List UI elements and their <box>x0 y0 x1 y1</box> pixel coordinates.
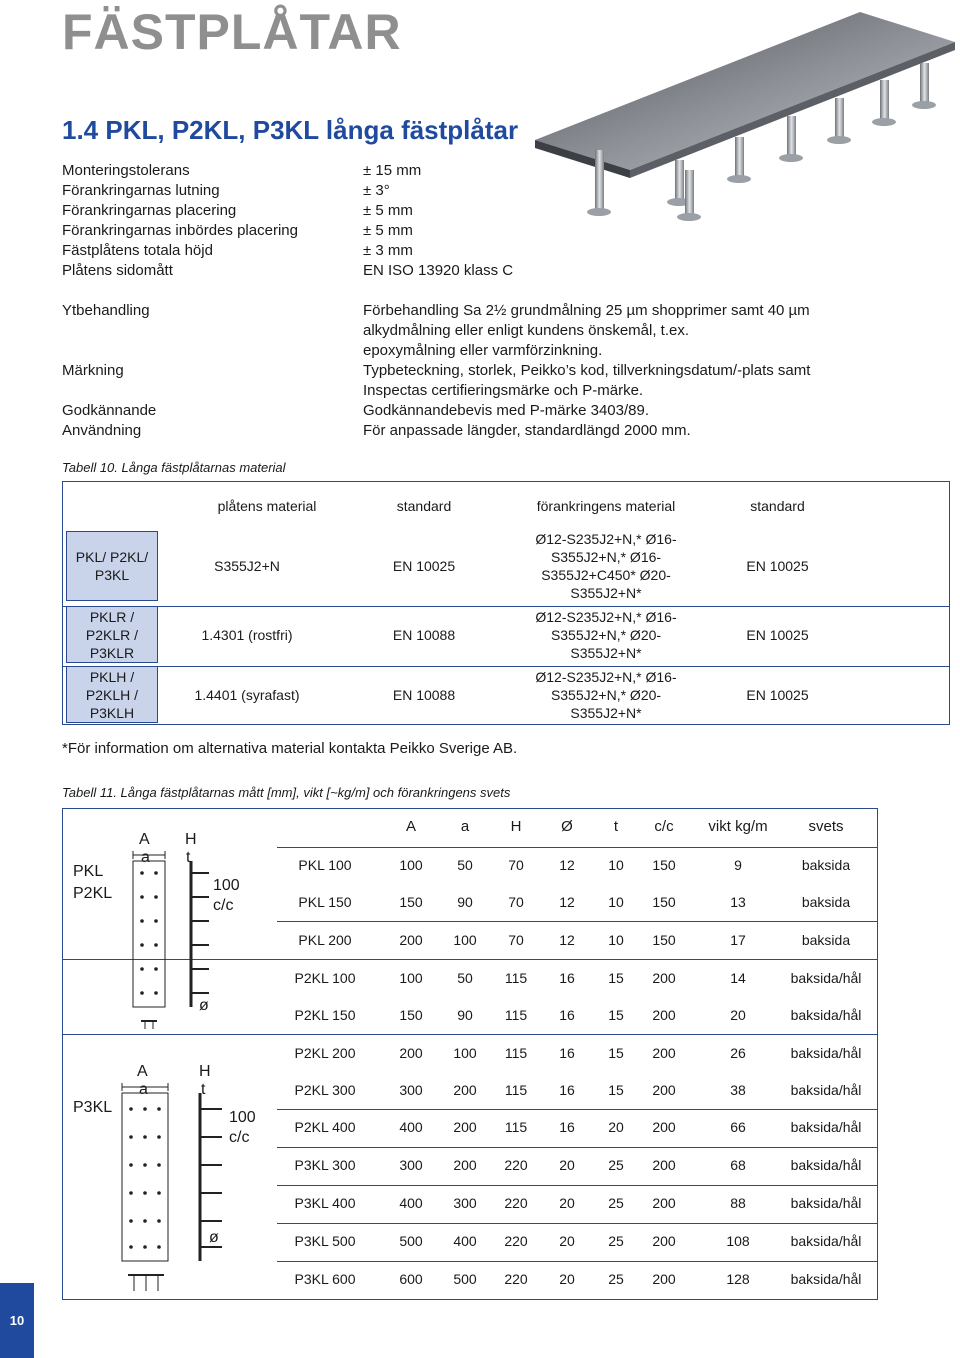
table-cell: 115 <box>504 1082 528 1098</box>
row-label: PKL 150 <box>298 894 352 910</box>
table-cell: 115 <box>504 1119 528 1135</box>
ytbehandling-label: Ytbehandling <box>62 302 150 319</box>
table-cell: 200 <box>652 1119 676 1135</box>
anvandning-text: För anpassade längder, standardlängd 2000 mm. <box>363 422 691 439</box>
table-cell: 100 <box>399 970 423 986</box>
page-title: FÄSTPLÅTAR <box>62 4 402 60</box>
row-label: P3KL 500 <box>294 1233 356 1249</box>
row-label: P2KL 100 <box>294 970 356 986</box>
dim-a: a <box>139 1081 148 1098</box>
dim-cc: c/c <box>229 1129 250 1146</box>
header-cell: A <box>405 818 416 835</box>
table-cell: 13 <box>730 894 746 910</box>
table-cell: 20 <box>559 1195 575 1211</box>
dim-A: A <box>137 1063 148 1080</box>
table-cell: EN 10025 <box>392 558 456 574</box>
table-cell: Ø12-S235J2+N,* Ø16-S355J2+N,* Ø16-S355J2+C450* Ø20-S355J2+N* <box>535 531 677 601</box>
page-number: 10 <box>0 1283 34 1358</box>
table-cell: 16 <box>559 970 575 986</box>
row-label: P2KL 400 <box>294 1119 356 1135</box>
dimensions-table <box>62 808 878 1300</box>
spec-row: Monteringstolerans ± 15 mm <box>62 162 422 179</box>
table-cell: 70 <box>508 857 524 873</box>
table-cell: baksida/hål <box>790 1195 862 1211</box>
table-cell: baksida/hål <box>790 1119 862 1135</box>
table-cell: 12 <box>559 857 575 873</box>
row-label: PKLR / P2KLR / P3KLR <box>66 606 158 663</box>
table-cell: 70 <box>508 894 524 910</box>
table-cell: 12 <box>559 894 575 910</box>
table-cell: 150 <box>652 894 676 910</box>
table-cell: 20 <box>559 1233 575 1249</box>
header-cell: c/c <box>654 818 674 835</box>
row-label: PKL 200 <box>298 932 352 948</box>
table-cell: 25 <box>608 1271 624 1287</box>
material-table <box>62 481 950 725</box>
table-cell: 20 <box>559 1271 575 1287</box>
table-cell: 90 <box>457 1007 473 1023</box>
godkannande-label: Godkännande <box>62 402 157 419</box>
row-label: P2KL 150 <box>294 1007 356 1023</box>
material-note: *För information om alternativa material kontakta Peikko Sverige AB. <box>62 740 518 757</box>
table-cell: 600 <box>399 1271 423 1287</box>
table-cell: baksida <box>801 894 851 910</box>
dim-t: t <box>186 849 191 866</box>
spec-row: Förankringarnas inbördes placering ± 5 mm <box>62 222 413 239</box>
table-cell: 1.4401 (syrafast) <box>194 686 300 703</box>
header-cell: a <box>460 818 470 835</box>
spec-row: Fästplåtens totala höjd ± 3 mm <box>62 242 413 259</box>
table-cell: 100 <box>453 932 477 948</box>
table-cell: 200 <box>652 1195 676 1211</box>
table-cell: 16 <box>559 1082 575 1098</box>
dim-phi: ø <box>199 997 209 1014</box>
table-cell: 220 <box>504 1271 528 1287</box>
plate-drawing-p3kl <box>118 1079 233 1294</box>
table-cell: EN 10025 <box>746 626 809 643</box>
dim-A: A <box>139 831 150 848</box>
dim-H: H <box>199 1063 211 1080</box>
table-cell: 50 <box>457 857 473 873</box>
table-cell: 200 <box>652 1271 676 1287</box>
table-cell: 17 <box>730 932 746 948</box>
dim-phi: ø <box>209 1229 219 1246</box>
table-cell: 10 <box>608 857 624 873</box>
header-cell: t <box>613 818 619 835</box>
table-cell: 300 <box>399 1157 423 1173</box>
table-cell: 90 <box>457 894 473 910</box>
table-cell: 300 <box>399 1082 423 1098</box>
table-cell: 50 <box>457 970 473 986</box>
row-label: PKL/ P2KL/ P3KL <box>66 531 158 601</box>
dim-t: t <box>201 1081 206 1098</box>
table-cell: baksida <box>801 932 851 948</box>
table-cell: 68 <box>730 1157 746 1173</box>
table-cell: 25 <box>608 1157 624 1173</box>
row-label: P2KL 300 <box>294 1082 356 1098</box>
table-cell: 108 <box>726 1233 750 1249</box>
table-cell: 115 <box>504 1045 528 1061</box>
table-cell: 26 <box>730 1045 746 1061</box>
plate-illustration <box>525 0 960 245</box>
header-cell: standard <box>396 498 452 514</box>
row-label: PKLH / P2KLH / P3KLH <box>66 666 158 723</box>
table-cell: 15 <box>608 1082 624 1098</box>
table-cell: 20 <box>559 1157 575 1173</box>
header-cell: förankringens material <box>536 498 676 514</box>
table-cell: 115 <box>504 970 528 986</box>
table11-caption: Tabell 11. Långa fästplåtarnas mått [mm], vikt [~kg/m] och förankringens svets <box>62 785 511 800</box>
table-cell: 10 <box>608 894 624 910</box>
table-cell: 200 <box>652 970 676 986</box>
row-label: P3KL 300 <box>294 1157 356 1173</box>
plate-drawing-pkl <box>123 849 223 1029</box>
table-cell: 16 <box>559 1007 575 1023</box>
dim-cc: 100 <box>229 1109 256 1126</box>
table-cell: 100 <box>399 857 423 873</box>
spec-row: Förankringarnas placering ± 5 mm <box>62 202 413 219</box>
table-cell: 150 <box>399 1007 423 1023</box>
table-cell: Ø12-S235J2+N,* Ø16-S355J2+N,* Ø20-S355J2+N* <box>535 608 677 661</box>
table-cell: 200 <box>652 1157 676 1173</box>
table-cell: 200 <box>652 1007 676 1023</box>
table-cell: 9 <box>734 857 742 873</box>
header-cell: svets <box>808 818 844 835</box>
table-cell: EN 10088 <box>392 686 456 703</box>
table-cell: 200 <box>652 1082 676 1098</box>
table-cell: 500 <box>399 1233 423 1249</box>
section-title: 1.4 PKL, P2KL, P3KL långa fästplåtar <box>62 115 519 145</box>
dim-a: a <box>141 849 150 866</box>
table-cell: baksida/hål <box>790 1157 862 1173</box>
row-label: PKL 100 <box>298 857 352 873</box>
table-cell: 66 <box>730 1119 746 1135</box>
table-cell: 20 <box>730 1007 746 1023</box>
table10-caption: Tabell 10. Långa fästplåtarnas material <box>62 460 286 475</box>
table-cell: baksida/hål <box>790 1007 862 1023</box>
anvandning-label: Användning <box>62 422 142 439</box>
table-cell: 150 <box>399 894 423 910</box>
table-cell: 12 <box>559 932 575 948</box>
table-cell: EN 10088 <box>392 626 456 643</box>
table-cell: 100 <box>453 1045 477 1061</box>
table-cell: S355J2+N <box>214 558 280 574</box>
table-cell: 200 <box>399 932 423 948</box>
diagram2-label: P3KL <box>73 1099 113 1116</box>
table-cell: baksida/hål <box>790 1271 862 1287</box>
table-cell: baksida/hål <box>790 970 862 986</box>
spec-row: Plåtens sidomått EN ISO 13920 klass C <box>62 262 514 279</box>
table-cell: 70 <box>508 932 524 948</box>
table-cell: baksida/hål <box>790 1233 862 1249</box>
table-cell: EN 10025 <box>746 558 809 574</box>
row-label: P3KL 600 <box>294 1271 356 1287</box>
table-cell: 88 <box>730 1195 746 1211</box>
table-cell: baksida/hål <box>790 1082 862 1098</box>
table-cell: EN 10025 <box>746 686 809 703</box>
table-cell: 10 <box>608 932 624 948</box>
table-cell: 25 <box>608 1195 624 1211</box>
header-cell: standard <box>750 498 805 514</box>
table-cell: 20 <box>608 1119 624 1135</box>
table-cell: 200 <box>399 1045 423 1061</box>
table-cell: 38 <box>730 1082 746 1098</box>
table-cell: 115 <box>504 1007 528 1023</box>
table-cell: 14 <box>730 970 746 986</box>
table-cell: 400 <box>399 1195 423 1211</box>
table-cell: 128 <box>726 1271 750 1287</box>
header-cell: vikt kg/m <box>708 818 768 835</box>
row-label: P3KL 400 <box>294 1195 356 1211</box>
table-cell: 220 <box>504 1157 528 1173</box>
table-cell: 200 <box>453 1119 477 1135</box>
header-cell: H <box>510 818 522 835</box>
header-cell: Ø <box>561 818 573 835</box>
table-cell: 300 <box>453 1195 477 1211</box>
table-cell: 15 <box>608 1045 624 1061</box>
table-cell: 400 <box>453 1233 477 1249</box>
header-cell: plåtens material <box>217 498 317 514</box>
diagram1-label: P2KL <box>73 885 113 902</box>
table-cell: 25 <box>608 1233 624 1249</box>
table-cell: 200 <box>652 1233 676 1249</box>
table-cell: 1.4301 (rostfri) <box>201 626 293 643</box>
table-cell: 150 <box>652 857 676 873</box>
dim-cc: c/c <box>213 897 234 914</box>
table-cell: 220 <box>504 1195 528 1211</box>
markning-text: Typbeteckning, storlek, Peikko’s kod, tillverkningsdatum/-plats samt Inspectas certifieringsmärke och P-märke. <box>363 362 811 399</box>
table-cell: 200 <box>453 1157 477 1173</box>
table-cell: 16 <box>559 1119 575 1135</box>
ytbehandling-text: Förbehandling Sa 2½ grundmålning 25 µm shopprimer samt 40 µm alkydmålning eller enligt kundens önskemål, t.ex. epoxymålning eller varmförzinkning. <box>363 302 810 359</box>
spec-row: Förankringarnas lutning ± 3° <box>62 182 390 199</box>
table-cell: 15 <box>608 1007 624 1023</box>
table-cell: 200 <box>652 1045 676 1061</box>
godkannande-text: Godkännandebevis med P-märke 3403/89. <box>363 402 650 419</box>
table-cell: 500 <box>453 1271 477 1287</box>
table-cell: 400 <box>399 1119 423 1135</box>
diagram1-label: PKL <box>73 863 104 880</box>
table-cell: Ø12-S235J2+N,* Ø16-S355J2+N,* Ø20-S355J2+N* <box>535 668 677 721</box>
table-cell: 200 <box>453 1082 477 1098</box>
table-cell: 150 <box>652 932 676 948</box>
table-cell: baksida/hål <box>790 1045 862 1061</box>
table-cell: 15 <box>608 970 624 986</box>
dim-cc: 100 <box>213 877 240 894</box>
dim-H: H <box>185 831 197 848</box>
row-label: P2KL 200 <box>294 1045 356 1061</box>
table-cell: 220 <box>504 1233 528 1249</box>
markning-label: Märkning <box>62 362 124 379</box>
table-cell: 16 <box>559 1045 575 1061</box>
table-cell: baksida <box>801 857 851 873</box>
